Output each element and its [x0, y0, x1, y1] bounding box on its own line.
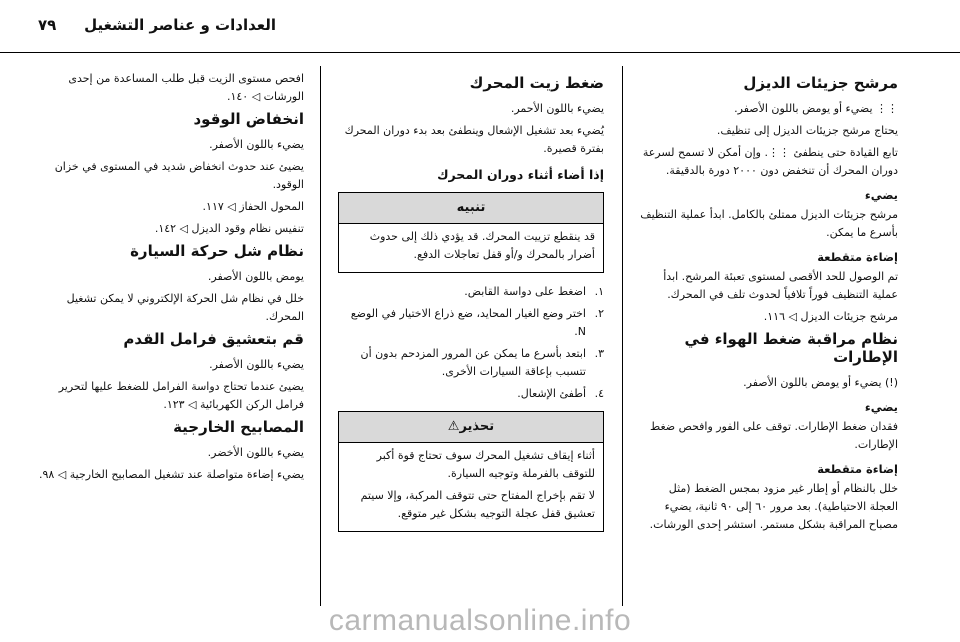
section-heading-oil-pressure: ضغط زيت المحرك: [469, 74, 604, 92]
page-number: ٧٩: [38, 16, 57, 34]
section-heading-foot-brake: قم بتعشيق فرامل القدم: [123, 330, 304, 348]
paragraph: مرشح جزيئات الديزل ممتلئ بالكامل. ابدأ عملية التنظيف بأسرع ما يمكن.: [640, 208, 898, 239]
paragraph: المحول الحفاز ◁ ١١٧.: [202, 200, 304, 213]
notice-text: قد ينقطع تزييت المحرك. قد يؤدي ذلك إلى حدوث أضرار بالمحرك و/أو قفل تعاجلات الدفع.: [369, 230, 595, 261]
paragraph: يضيء إضاءة متواصلة عند تشغيل المصابيح الخارجية ◁ ٩٨.: [38, 468, 304, 481]
paragraph: تنفيس نظام وقود الديزل ◁ ١٤٢.: [154, 222, 304, 235]
list-item: ٢. اختر وضع الغيار المحايد، ضع ذراع الاختيار في الوضع N.: [350, 307, 604, 338]
subheading-lights: يضيء: [864, 400, 898, 414]
paragraph: خلل في نظام شل الحركة الإلكتروني لا يمكن تشغيل المحرك.: [66, 292, 304, 323]
page-title: العدادات و عناصر التشغيل: [84, 16, 276, 34]
paragraph: مرشح جزيئات الديزل ◁ ١١٦.: [763, 310, 898, 323]
column-divider: [622, 66, 623, 606]
notice-title: تنبيه: [339, 193, 603, 224]
paragraph: يضيئ عندما تحتاج دواسة الفرامل للضغط عليها لتحرير فرامل الركن الكهربائية ◁ ١٢٣.: [58, 380, 304, 411]
paragraph: يضيئ عند حدوث انخفاض شديد في المستوى في خزان الوقود.: [54, 160, 304, 191]
column-right: [640, 70, 898, 538]
paragraph: يضيء باللون الأحمر.: [510, 102, 604, 115]
list-item: ٤. أطفئ الإشعال.: [517, 387, 604, 400]
paragraph: يُضيء بعد تشغيل الإشعال وينطفئ بعد بدء دوران المحرك بفترة قصيرة.: [344, 124, 604, 155]
paragraph: خلل بالنظام أو إطار غير مزود بمجس الضغط (مثل العجلة الاحتياطية). بعد مرور ٦٠ إلى ٩٠ ثانية، يضيء مصباح المراقبة بشكل مستمر. استشر إحدى الورشات.: [649, 482, 898, 531]
paragraph: ⋮⋮ يضيء أو يومض باللون الأصفر.: [734, 102, 898, 115]
paragraph: يومض باللون الأصفر.: [207, 270, 304, 283]
paragraph: (!) يضيء أو يومض باللون الأصفر.: [743, 376, 898, 389]
steps-list: [338, 283, 604, 403]
section-heading-exterior-lights: المصابيح الخارجية: [173, 418, 304, 436]
section-heading-immobilizer: نظام شل حركة السيارة: [130, 242, 304, 260]
warning-text: لا تقم بإخراج المفتاح حتى تتوقف المركبة، وإلا سيتم تعشيق قفل عجلة التوجيه بشكل غير متوقع.: [360, 489, 595, 520]
paragraph: تابع القيادة حتى ينطفئ ⋮⋮. وإن أمكن لا تسمح لسرعة دوران المحرك أن تنخفض دون ٢٠٠٠ دورة بالدقيقة.: [642, 146, 898, 177]
subheading-flashes: إضاءة متقطعة: [817, 250, 898, 264]
watermark: carmanualsonline.info: [328, 604, 632, 637]
paragraph: يضيء باللون الأصفر.: [209, 358, 304, 371]
paragraph: يضيء باللون الأصفر.: [209, 138, 304, 151]
section-heading-dpf: مرشح جزيئات الديزل: [743, 74, 898, 92]
paragraph: تم الوصول للحد الأقصى لمستوى تعبئة المرشح. ابدأ عملية التنظيف فوراً تلافياً لحدوث تلف في المحرك.: [663, 270, 898, 301]
paragraph: فقدان ضغط الإطارات. توقف على الفور وافحص ضغط الإطارات.: [650, 420, 898, 451]
warning-title: تحذير⚠: [339, 412, 603, 443]
subheading-lights: يضيء: [864, 188, 898, 202]
column-middle: [338, 70, 604, 542]
subheading-flashes: إضاءة متقطعة: [817, 462, 898, 476]
paragraph: يحتاج مرشح جزيئات الديزل إلى تنظيف.: [716, 124, 898, 137]
section-heading-low-fuel: انخفاض الوقود: [193, 110, 304, 128]
column-divider: [320, 66, 321, 606]
list-item: ٣. ابتعد بأسرع ما يمكن عن المرور المزدحم بدون أن تتسبب بإعاقة السيارات الأخرى.: [360, 347, 604, 378]
page-header: [0, 0, 960, 53]
section-heading-tire-pressure: نظام مراقبة ضغط الهواء في الإطارات: [684, 330, 898, 366]
column-left: [34, 70, 304, 488]
list-item: ١. اضغط على دواسة القابض.: [464, 285, 604, 298]
paragraph: يضيء باللون الأخضر.: [207, 446, 304, 459]
paragraph: افحص مستوى الزيت قبل طلب المساعدة من إحدى الورشات ◁ ١٤٠.: [68, 72, 304, 103]
warning-box: [338, 411, 604, 532]
notice-box: [338, 192, 604, 273]
warning-text: أثناء إيقاف تشغيل المحرك سوف تحتاج قوة أكبر للتوقف بالفرملة وتوجيه السيارة.: [376, 449, 595, 480]
subheading-running: إذا أضاء أثناء دوران المحرك: [437, 167, 604, 182]
